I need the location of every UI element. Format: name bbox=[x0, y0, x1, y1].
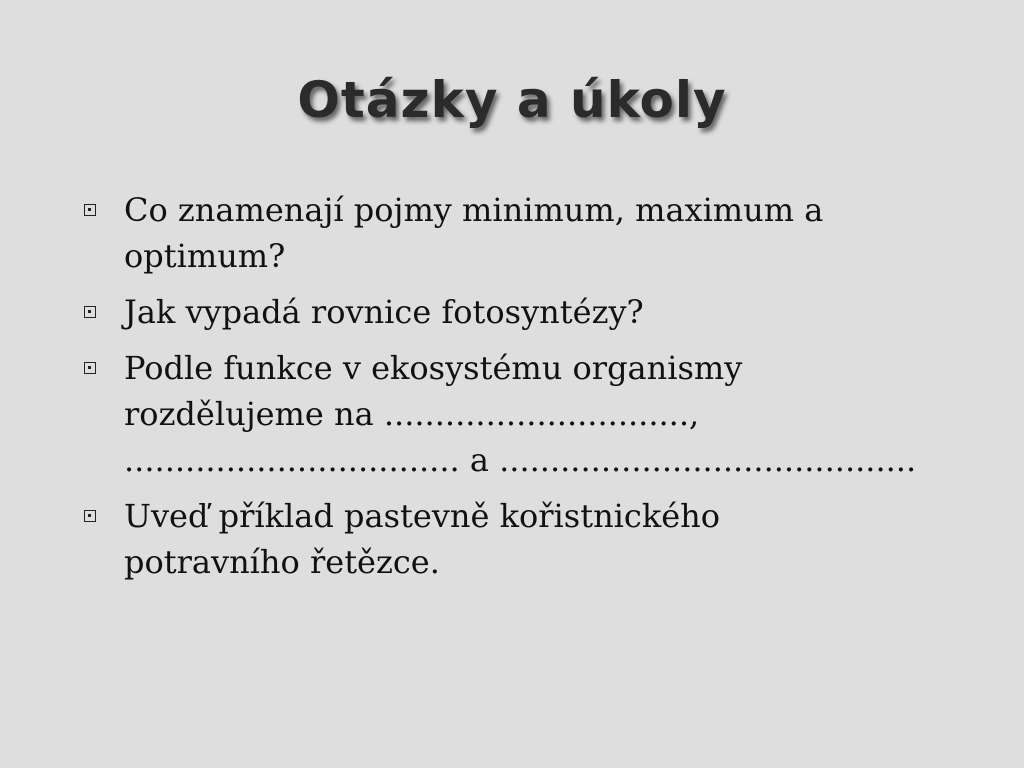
list-item-text: Co znamenají pojmy minimum, maximum a bbox=[124, 191, 824, 229]
square-bullet-icon bbox=[84, 362, 96, 374]
list-item bbox=[84, 187, 924, 279]
list-item-text: Podle funkce v ekosystému organismy bbox=[124, 349, 743, 387]
question-list bbox=[84, 187, 924, 595]
square-bullet-icon bbox=[84, 306, 96, 318]
list-item bbox=[84, 493, 924, 585]
square-bullet-icon bbox=[84, 204, 96, 216]
slide-title: Otázky a úkoly bbox=[297, 71, 727, 129]
square-bullet-icon bbox=[84, 510, 96, 522]
list-item bbox=[84, 289, 924, 335]
list-item-text: ................................. a ......................................... bbox=[124, 441, 917, 479]
list-item-text: rozdělujeme na .............................., bbox=[124, 395, 700, 433]
list-item-text: Jak vypadá rovnice fotosyntézy? bbox=[124, 293, 644, 331]
list-item-text: optimum? bbox=[124, 237, 286, 275]
list-item-text: potravního řetězce. bbox=[124, 543, 440, 581]
list-item bbox=[84, 345, 924, 483]
list-item-text: Uveď příklad pastevně kořistnického bbox=[124, 497, 721, 535]
